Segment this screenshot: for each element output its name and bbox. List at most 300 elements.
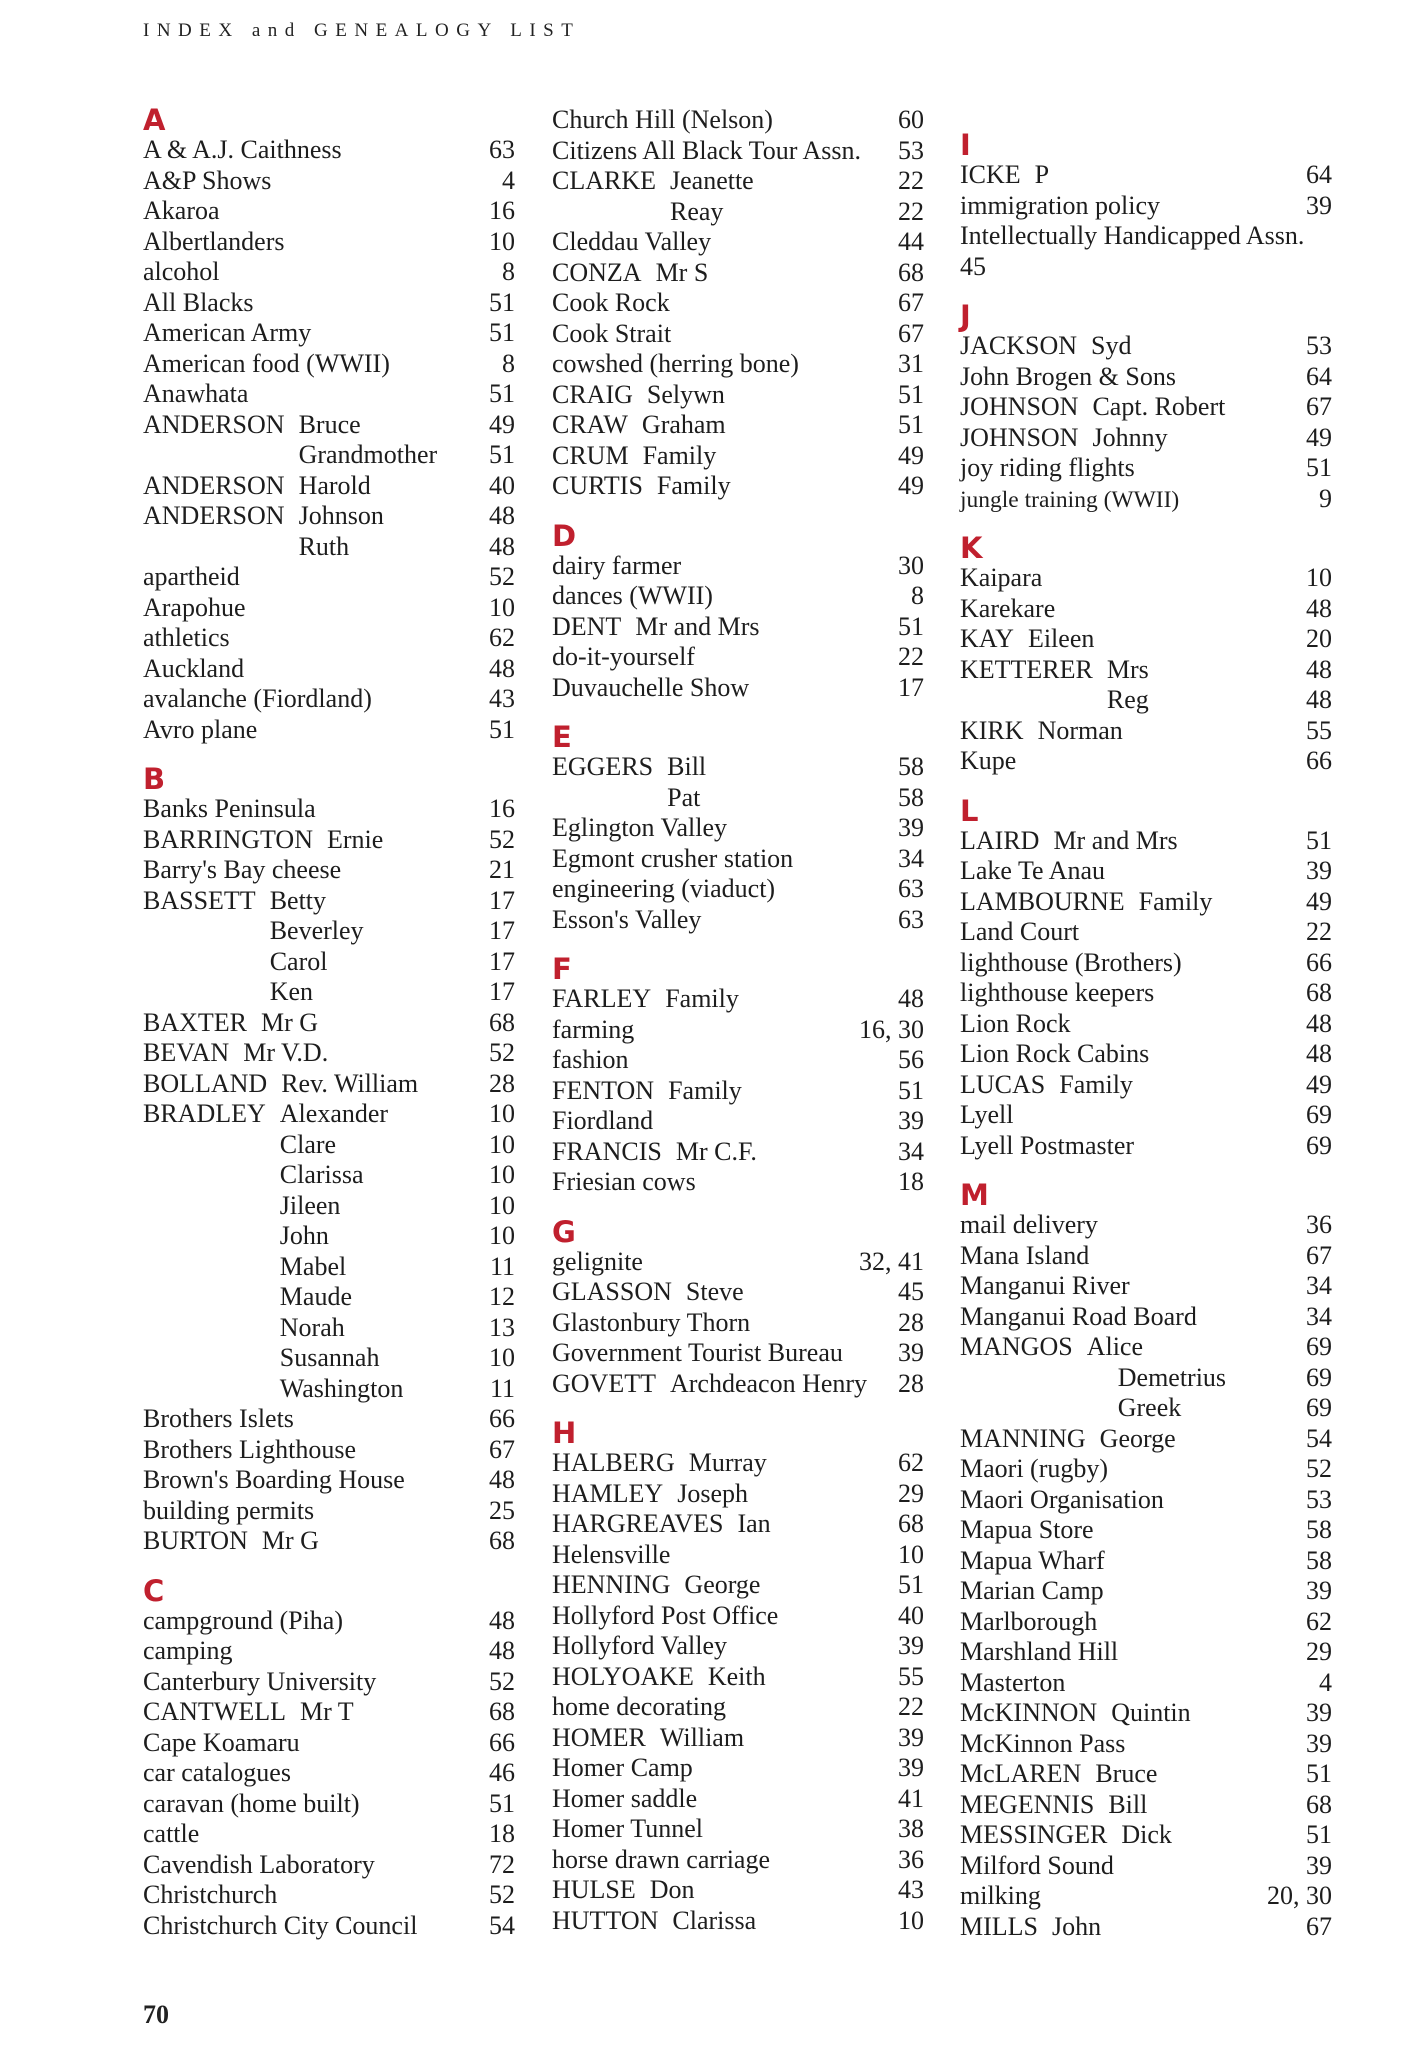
- entry-surname-or-topic: Masterton: [960, 1667, 1066, 1697]
- entry-page-numbers: 45: [898, 1277, 924, 1306]
- index-entry: [143, 196, 515, 227]
- entry-surname-or-topic: Anawhata: [143, 379, 249, 408]
- entry-page-numbers: 68: [1306, 1789, 1332, 1819]
- index-entry: [960, 1881, 1332, 1912]
- entry-term: [960, 563, 1042, 594]
- index-entry: [960, 716, 1332, 747]
- entry-term: [960, 917, 1079, 948]
- index-section: [552, 722, 924, 935]
- entry-page-numbers: 55: [1306, 715, 1332, 745]
- entry-term: [960, 1070, 1133, 1101]
- section-letter-heading: J: [960, 299, 971, 333]
- entry-given-name: George: [1099, 1423, 1176, 1453]
- entry-given-name: Murray: [688, 1448, 767, 1477]
- entry-page-numbers: 51: [898, 379, 924, 409]
- entry-page-numbers: 48: [489, 1636, 515, 1665]
- entry-page-numbers: 67: [1306, 1240, 1332, 1270]
- entry-page-numbers: 51: [898, 1075, 924, 1105]
- index-entry: [552, 288, 924, 319]
- entry-surname-or-topic: home decorating: [552, 1692, 726, 1721]
- entry-term: [960, 221, 1304, 252]
- entry-page-numbers: 51: [898, 1570, 924, 1599]
- entry-term: [143, 135, 342, 166]
- index-entry: [552, 1106, 924, 1137]
- entry-surname-or-topic: Canterbury University: [143, 1666, 377, 1696]
- entry-page-numbers: 53: [898, 135, 924, 165]
- entry-given-name: Family: [665, 984, 739, 1013]
- page-number: 70: [143, 2000, 169, 2029]
- index-entry: [552, 1479, 924, 1510]
- entry-surname-or-topic: dairy farmer: [552, 550, 682, 580]
- entry-surname-or-topic: Akaroa: [143, 196, 220, 225]
- index-section: [143, 764, 515, 1557]
- index-entry: [552, 905, 924, 936]
- entry-surname-or-topic: JOHNSON: [960, 422, 1079, 452]
- entry-given-name: Reay: [670, 196, 724, 226]
- index-entry: [143, 1819, 515, 1850]
- entry-page-numbers: 4: [502, 165, 515, 195]
- entry-surname-or-topic: McKinnon Pass: [960, 1728, 1126, 1758]
- entry-given-name: Mr C.F.: [675, 1136, 757, 1166]
- entry-surname-or-topic: GLASSON: [552, 1277, 672, 1306]
- entry-page-numbers: 22: [898, 196, 924, 226]
- entry-page-numbers: 38: [898, 1814, 924, 1843]
- entry-page-numbers: 52: [489, 1880, 515, 1909]
- entry-surname-or-topic: ANDERSON: [143, 470, 285, 500]
- entry-term: [143, 1880, 277, 1911]
- entry-given-name: Bruce: [1095, 1759, 1158, 1788]
- entry-surname-or-topic: FENTON: [552, 1075, 655, 1105]
- entry-term: [143, 532, 349, 563]
- entry-term: [552, 1753, 693, 1784]
- entry-page-numbers: 16, 30: [859, 1014, 924, 1044]
- entry-surname-or-topic: Mana Island: [960, 1240, 1090, 1270]
- entry-surname-or-topic: Christchurch City Council: [143, 1910, 418, 1940]
- entry-surname-or-topic: Brothers Lighthouse: [143, 1434, 357, 1464]
- entry-surname-or-topic: KAY: [960, 624, 1014, 653]
- entry-term: [960, 1698, 1191, 1729]
- entry-page-numbers: 64: [1306, 361, 1332, 391]
- index-entry: [143, 1465, 515, 1496]
- index-section: [552, 1418, 924, 1936]
- entry-surname-or-topic: joy riding flights: [960, 453, 1135, 482]
- entry-page-numbers: 51: [489, 318, 515, 347]
- entry-page-numbers: 11: [489, 1373, 515, 1403]
- entry-page-numbers: 40: [898, 1600, 924, 1630]
- entry-term: [960, 1271, 1130, 1302]
- entry-surname-or-topic: McKINNON: [960, 1698, 1098, 1727]
- entry-given-name: Greek: [1117, 1393, 1182, 1422]
- entry-term: [552, 1479, 748, 1510]
- index-entry: [960, 1070, 1332, 1101]
- entry-term: [552, 319, 671, 350]
- entry-surname-or-topic: A & A.J. Caithness: [143, 135, 342, 164]
- entry-page-numbers: 69: [1306, 1100, 1332, 1129]
- entry-term: [552, 1167, 696, 1198]
- entry-term: [960, 160, 1049, 191]
- entry-page-numbers: 51: [489, 287, 515, 317]
- entry-given-name: Clare: [279, 1129, 337, 1159]
- entry-given-name: Ruth: [298, 531, 350, 561]
- entry-surname-or-topic: Christchurch: [143, 1880, 278, 1909]
- entry-page-numbers: 52: [489, 1666, 515, 1696]
- index-entry: [960, 1271, 1332, 1302]
- entry-surname-or-topic: Lion Rock Cabins: [960, 1039, 1150, 1068]
- entry-term: [960, 948, 1182, 979]
- index-entry: [143, 1758, 515, 1789]
- entry-surname-or-topic: Cleddau Valley: [552, 227, 712, 256]
- entry-term: [960, 1546, 1105, 1577]
- index-entry: [143, 1606, 515, 1637]
- entry-page-numbers: 51: [489, 1788, 515, 1818]
- entry-term: [143, 794, 316, 825]
- entry-surname-or-topic: HOLYOAKE: [552, 1661, 694, 1691]
- index-section: [552, 518, 924, 704]
- entry-surname-or-topic: Marlborough: [960, 1606, 1098, 1636]
- index-entry: [143, 1160, 515, 1191]
- entry-term: [143, 501, 384, 532]
- index-entry: [960, 392, 1332, 423]
- entry-term: [960, 331, 1132, 362]
- entry-page-numbers: 48: [489, 1605, 515, 1635]
- entry-page-numbers: 28: [898, 1368, 924, 1398]
- entry-page-numbers: 39: [1306, 856, 1332, 885]
- entry-page-numbers: 8: [502, 257, 515, 286]
- index-entry: [143, 1282, 515, 1313]
- entry-term: [552, 984, 739, 1015]
- index-entry: [960, 1668, 1332, 1699]
- entry-term: [552, 612, 760, 643]
- entry-term: [552, 1814, 703, 1845]
- index-entry: [143, 1526, 515, 1557]
- entry-page-numbers: 68: [489, 1526, 515, 1555]
- entry-term: [960, 485, 1179, 516]
- entry-term: [143, 1221, 329, 1252]
- entry-surname-or-topic: cattle: [143, 1819, 200, 1848]
- entry-term: [552, 1137, 757, 1168]
- index-entry: [960, 1485, 1332, 1516]
- entry-term: [552, 783, 700, 814]
- entry-page-numbers: 12: [489, 1282, 515, 1311]
- index-entry: [143, 1911, 515, 1942]
- entry-page-numbers: 52: [489, 562, 515, 591]
- entry-surname-or-topic: BEVAN: [143, 1038, 230, 1067]
- entry-given-name: P: [1034, 160, 1050, 189]
- entry-surname-or-topic: Auckland: [143, 653, 245, 683]
- entry-page-numbers: 69: [1306, 1130, 1332, 1160]
- entry-page-numbers: 49: [1306, 422, 1332, 452]
- entry-page-numbers: 67: [1306, 1911, 1332, 1941]
- entry-surname-or-topic: HALBERG: [552, 1448, 675, 1477]
- entry-surname-or-topic: HUTTON: [552, 1905, 659, 1935]
- entry-page-numbers: 58: [898, 752, 924, 781]
- entry-page-numbers: 44: [898, 227, 924, 256]
- entry-page-numbers: 67: [1306, 392, 1332, 421]
- entry-surname-or-topic: Glastonbury Thorn: [552, 1307, 751, 1337]
- index-entry: [143, 684, 515, 715]
- index-entry: [960, 1851, 1332, 1882]
- entry-term: [552, 1692, 726, 1723]
- entry-surname-or-topic: avalanche (Fiordland): [143, 684, 372, 713]
- entry-surname-or-topic: horse drawn carriage: [552, 1844, 770, 1874]
- entry-term: [143, 1526, 319, 1557]
- index-entry: [552, 813, 924, 844]
- entry-page-numbers: 10: [489, 1190, 515, 1220]
- entry-surname-or-topic: LUCAS: [960, 1069, 1046, 1099]
- entry-given-name: Joseph: [677, 1478, 748, 1508]
- entry-term: [143, 825, 383, 856]
- entry-given-name: Mr S: [655, 257, 709, 287]
- entry-page-numbers: 39: [898, 1631, 924, 1660]
- entry-term: [552, 673, 749, 704]
- index-entry: [552, 673, 924, 704]
- entry-term: [960, 1637, 1118, 1668]
- entry-term: [552, 1662, 766, 1693]
- index-entry: [960, 1515, 1332, 1546]
- index-entry: [552, 1308, 924, 1339]
- entry-term: [960, 1039, 1149, 1070]
- entry-surname-or-topic: Duvauchelle Show: [552, 672, 750, 702]
- index-entry: [960, 1912, 1332, 1943]
- index-column-2: [552, 105, 924, 1955]
- entry-given-name: Mr T: [299, 1697, 354, 1726]
- index-entry: [143, 318, 515, 349]
- entry-term: [143, 1496, 314, 1527]
- entry-page-numbers: 55: [898, 1661, 924, 1691]
- entry-surname-or-topic: LAMBOURNE: [960, 886, 1125, 916]
- index-entry: [143, 1435, 515, 1466]
- index-entry: [143, 1728, 515, 1759]
- entry-given-name: Clarissa: [279, 1160, 364, 1189]
- index-section: [552, 105, 924, 502]
- entry-page-numbers: 39: [898, 1106, 924, 1135]
- entry-page-numbers: 45: [960, 251, 986, 281]
- index-column-3: [960, 130, 1332, 1961]
- index-entry: [960, 1332, 1332, 1363]
- entry-page-numbers: 52: [489, 1038, 515, 1067]
- entry-surname-or-topic: Hollyford Post Office: [552, 1600, 779, 1630]
- index-entry: [960, 1393, 1332, 1424]
- index-entry: [143, 1789, 515, 1820]
- entry-term: [960, 716, 1123, 747]
- entry-page-numbers: 54: [1306, 1423, 1332, 1453]
- entry-surname-or-topic: athletics: [143, 623, 230, 652]
- entry-surname-or-topic: Lyell: [960, 1100, 1014, 1129]
- entry-given-name: Family: [656, 471, 731, 500]
- entry-page-numbers: 67: [898, 288, 924, 317]
- entry-page-numbers: 54: [489, 1910, 515, 1940]
- entry-surname-or-topic: dances (WWII): [552, 581, 713, 610]
- entry-page-numbers: 62: [1306, 1606, 1332, 1636]
- entry-term: [143, 1038, 328, 1069]
- entry-term: [552, 1845, 770, 1876]
- entry-surname-or-topic: Cook Rock: [552, 288, 670, 317]
- entry-page-numbers: 67: [489, 1434, 515, 1464]
- entry-page-numbers: 48: [489, 653, 515, 683]
- index-entry: [960, 1363, 1332, 1394]
- index-entry: [143, 1667, 515, 1698]
- entry-term: [960, 362, 1176, 393]
- index-entry: [143, 654, 515, 685]
- index-entry: [143, 227, 515, 258]
- section-letter-heading: M: [960, 1178, 989, 1212]
- index-entry: [960, 1546, 1332, 1577]
- entry-term: [143, 1850, 375, 1881]
- index-section: [960, 793, 1332, 1162]
- index-entry: [552, 752, 924, 783]
- entry-given-name: Dick: [1121, 1820, 1172, 1849]
- entry-term: [960, 1729, 1125, 1760]
- index-entry: [960, 362, 1332, 393]
- entry-given-name: Selywn: [646, 379, 725, 409]
- index-entry: [552, 1015, 924, 1046]
- entry-page-numbers: 66: [489, 1727, 515, 1757]
- entry-term: [143, 654, 244, 685]
- index-entry: [552, 874, 924, 905]
- index-entry: [960, 685, 1332, 716]
- index-entry: [552, 410, 924, 441]
- entry-given-name: Mr G: [261, 1007, 319, 1037]
- entry-page-numbers: 39: [898, 1753, 924, 1782]
- entry-page-numbers: 58: [1306, 1515, 1332, 1544]
- entry-surname-or-topic: American food (WWII): [143, 348, 390, 378]
- entry-surname-or-topic: engineering (viaduct): [552, 874, 776, 903]
- entry-surname-or-topic: JOHNSON: [960, 392, 1079, 421]
- entry-term: [960, 392, 1225, 423]
- index-entry: [552, 642, 924, 673]
- index-entry: [143, 1008, 515, 1039]
- entry-page-numbers: 62: [898, 1448, 924, 1477]
- entry-page-numbers: 51: [489, 379, 515, 408]
- entry-page-numbers: 8: [502, 348, 515, 378]
- index-entry: [143, 257, 515, 288]
- entry-term: [143, 257, 220, 288]
- entry-term: [960, 1454, 1108, 1485]
- entry-term: [960, 1668, 1065, 1699]
- section-letter-heading: G: [552, 1214, 576, 1249]
- index-entry: [552, 319, 924, 350]
- index-entry: [960, 1637, 1332, 1668]
- entry-surname-or-topic: Albertlanders: [143, 226, 285, 256]
- entry-given-name: Norah: [279, 1312, 345, 1342]
- entry-given-name: Clarissa: [672, 1905, 757, 1935]
- entry-page-numbers: 36: [898, 1844, 924, 1874]
- entry-surname-or-topic: Manganui River: [960, 1271, 1130, 1300]
- entry-term: [552, 1308, 750, 1339]
- entry-term: [552, 1509, 771, 1540]
- entry-term: [960, 746, 1016, 777]
- section-letter-heading: D: [552, 518, 577, 553]
- entry-term: [143, 1130, 336, 1161]
- entry-term: [143, 1728, 300, 1759]
- index-entry: [552, 441, 924, 472]
- entry-term: [552, 1448, 767, 1479]
- entry-given-name: Archdeacon Henry: [669, 1368, 868, 1398]
- entry-given-name: Ernie: [326, 824, 384, 854]
- entry-term: [143, 715, 257, 746]
- entry-surname-or-topic: JACKSON: [960, 331, 1078, 360]
- entry-term: [143, 916, 364, 947]
- entry-surname-or-topic: Milford Sound: [960, 1850, 1114, 1880]
- index-entry: [143, 1099, 515, 1130]
- index-entry: [143, 349, 515, 380]
- index-entry: [143, 1313, 515, 1344]
- entry-given-name: Alice: [1086, 1332, 1143, 1361]
- entry-page-numbers: 39: [1306, 1850, 1332, 1880]
- entry-surname-or-topic: CRAIG: [552, 379, 633, 409]
- entry-page-numbers: 34: [898, 843, 924, 873]
- entry-given-name: Bill: [1108, 1789, 1148, 1819]
- entry-surname-or-topic: apartheid: [143, 562, 240, 591]
- entry-term: [552, 166, 754, 197]
- entry-term: [552, 874, 775, 905]
- index-entry: [960, 1607, 1332, 1638]
- entry-given-name: Grandmother: [298, 440, 438, 469]
- index-entry: [143, 886, 515, 917]
- entry-page-numbers: 31: [898, 349, 924, 378]
- entry-surname-or-topic: Friesian cows: [552, 1167, 696, 1196]
- index-entry: [960, 1131, 1332, 1162]
- entry-given-name: Jileen: [279, 1190, 341, 1220]
- entry-surname-or-topic: Arapohue: [143, 592, 246, 622]
- entry-term: [143, 1606, 343, 1637]
- index-entry: [143, 1404, 515, 1435]
- entry-page-numbers: 11: [489, 1251, 515, 1281]
- entry-page-numbers: 48: [1306, 593, 1332, 623]
- entry-term: [143, 471, 371, 502]
- entry-given-name: Mr G: [261, 1526, 319, 1555]
- index-section: [960, 301, 1332, 514]
- index-entry: [143, 288, 515, 319]
- entry-term: [143, 1160, 364, 1191]
- entry-surname-or-topic: Homer Camp: [552, 1753, 693, 1782]
- entry-page-numbers: 48: [489, 1465, 515, 1494]
- entry-given-name: John: [1052, 1911, 1102, 1941]
- entry-surname-or-topic: Banks Peninsula: [143, 794, 316, 823]
- entry-term: [143, 227, 285, 258]
- index-entry: [960, 1820, 1332, 1851]
- entry-page-numbers: 56: [898, 1045, 924, 1074]
- index-entry: [143, 1374, 515, 1405]
- entry-page-numbers: 16: [489, 196, 515, 225]
- entry-given-name: Family: [1059, 1069, 1133, 1099]
- section-letter-heading: A: [143, 103, 166, 137]
- index-entry: [960, 1100, 1332, 1131]
- entry-page-numbers: 17: [898, 672, 924, 702]
- index-entry: [960, 221, 1332, 282]
- section-letter-heading: H: [552, 1416, 577, 1450]
- section-letter-heading: K: [960, 531, 983, 565]
- entry-page-numbers: 62: [489, 623, 515, 652]
- entry-given-name: Capt. Robert: [1092, 392, 1226, 421]
- entry-surname-or-topic: MESSINGER: [960, 1820, 1108, 1849]
- index-entry: [960, 1241, 1332, 1272]
- index-entry: [552, 258, 924, 289]
- index-entry: [552, 1845, 924, 1876]
- index-entry: [960, 624, 1332, 655]
- index-entry: [143, 1636, 515, 1667]
- entry-term: [143, 1819, 199, 1850]
- entry-page-numbers: 16: [489, 794, 515, 823]
- entry-page-numbers: 39: [1306, 1576, 1332, 1605]
- entry-surname-or-topic: Marian Camp: [960, 1576, 1104, 1605]
- entry-term: [143, 1404, 294, 1435]
- index-entry: [143, 410, 515, 441]
- entry-surname-or-topic: BARRINGTON: [143, 824, 313, 854]
- entry-surname-or-topic: caravan (home built): [143, 1788, 360, 1818]
- index-entry: [143, 1038, 515, 1069]
- entry-surname-or-topic: ANDERSON: [143, 409, 285, 439]
